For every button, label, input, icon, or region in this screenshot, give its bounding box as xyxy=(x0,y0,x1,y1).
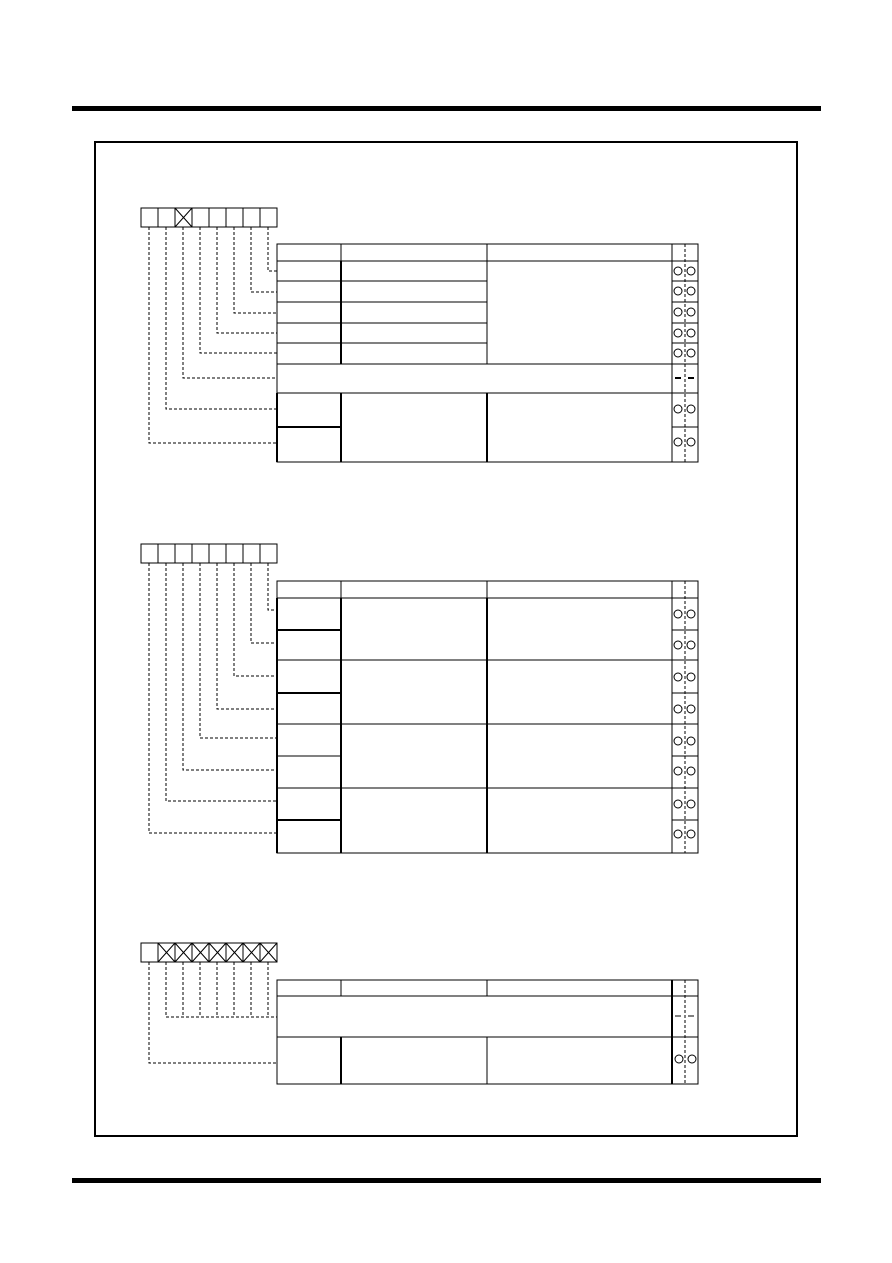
register-1 xyxy=(141,208,698,462)
register-2-table xyxy=(277,581,698,853)
register-2-leaders xyxy=(149,563,277,833)
register-2 xyxy=(141,544,698,853)
register-1-table xyxy=(277,244,698,462)
register-3-bit-boxes xyxy=(141,943,277,962)
register-1-leaders xyxy=(149,227,277,443)
register-3-table xyxy=(277,980,698,1084)
unused-bit-cross xyxy=(158,943,277,962)
register-1-bit-boxes xyxy=(141,208,277,227)
register-3 xyxy=(141,943,698,1084)
register-2-bit-boxes xyxy=(141,544,277,563)
register-3-leaders xyxy=(149,962,277,1063)
